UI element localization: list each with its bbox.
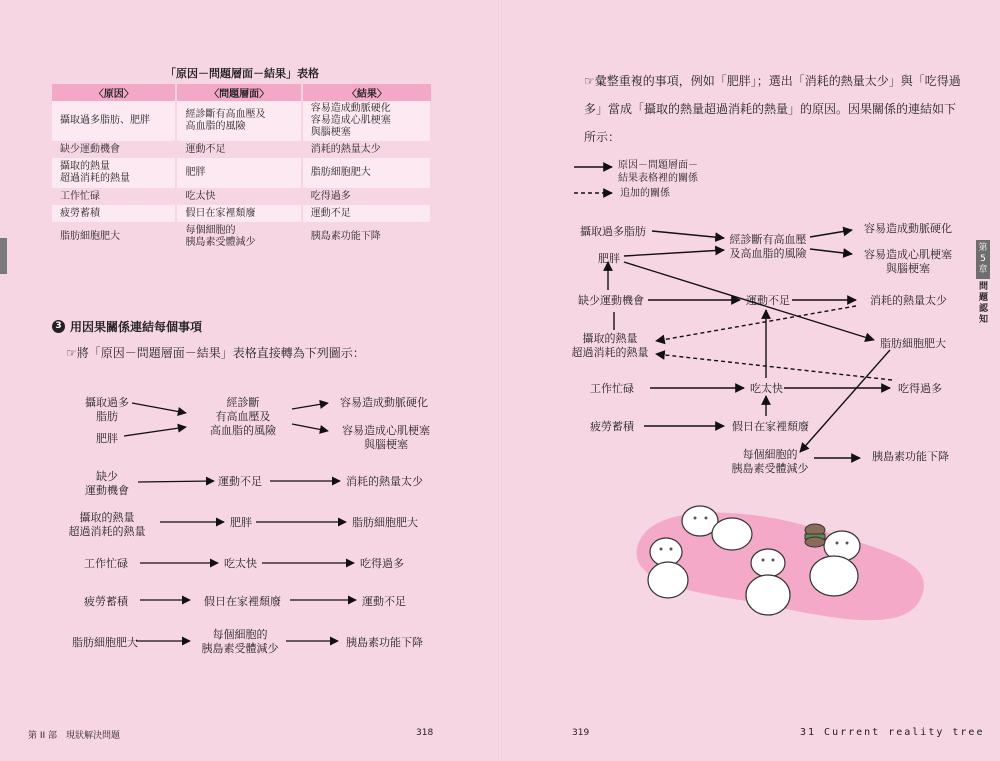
right-intro-text: ☞彙整重複的事項，例如「肥胖」；選出「消耗的熱量太少」與「吃得過多」當成「攝取的熱量超過消耗的熱量」的原因。因果關係的連結如下所示： [584, 74, 961, 144]
legend-arrows [574, 167, 612, 193]
footer-chapter-title: 31 Current reality tree [800, 727, 985, 738]
cell-result: 運動不足 [302, 205, 431, 222]
left-diagram-arrows [124, 403, 356, 641]
rnode-insulin-decline: 胰島素功能下降 [872, 450, 949, 463]
node-arteriosclerosis: 容易造成動脈硬化 [340, 396, 428, 409]
legend-solid-label: 原因－問題層面－ 結果表格裡的關係 [618, 160, 698, 184]
cell-result: 脂肪細胞肥大 [302, 158, 431, 188]
right-diagram-dashed-arrows [656, 306, 892, 380]
table-title: 「原因－問題層面－結果」表格 [165, 67, 319, 80]
left-intro-text: ☞將「原因－問題層面－結果」表格直接轉為下列圖示： [66, 346, 365, 360]
cell-cause: 攝取過多脂肪、肥胖 [52, 101, 176, 141]
cell-result: 胰島素功能下降 [302, 222, 431, 252]
node-eat-fast: 吃太快 [224, 557, 257, 570]
node-insulin-receptor: 每個細胞的 胰島素受體減少 [201, 628, 279, 655]
legend-dashed-label: 追加的關係 [620, 188, 670, 199]
rnode-lack-exercise: 運動不足 [746, 294, 790, 307]
cell-result: 吃得過多 [302, 188, 431, 205]
node-fat-cell: 脂肪細胞肥大 [352, 516, 418, 529]
arrow [810, 230, 852, 237]
rnode-calorie-surplus: 攝取的熱量 超過消耗的熱量 [571, 332, 649, 359]
node-calorie-surplus: 攝取的熱量 超過消耗的熱量 [68, 511, 146, 538]
node-overeat: 吃得過多 [360, 557, 404, 570]
rnode-insulin-receptor: 每個細胞的 胰島素受體減少 [731, 448, 809, 475]
dashed-arrow [656, 306, 856, 341]
arrow [132, 403, 186, 413]
node-busy-work: 工作忙碌 [84, 557, 128, 570]
node-lazy-holiday: 假日在家裡頹廢 [204, 595, 281, 608]
node-insulin-decline: 胰島素功能下降 [346, 636, 423, 649]
rnode-hypertension-risk: 經診斷有高血壓 及高血脂的風險 [729, 233, 807, 260]
rnode-obesity: 肥胖 [598, 252, 620, 265]
node-lack-exercise-2: 運動不足 [362, 595, 406, 608]
node-infarction: 容易造成心肌梗塞 與腦梗塞 [342, 424, 430, 451]
node-low-burn: 消耗的熱量太少 [346, 475, 423, 488]
arrow [292, 424, 328, 431]
rnode-busy-work: 工作忙碌 [590, 382, 634, 395]
chapter-subtitle: 問題認知 [979, 282, 989, 325]
header-cause: 〈原因〉 [52, 84, 176, 101]
figure-body [810, 556, 858, 596]
cell-cause: 脂肪細胞肥大 [52, 222, 176, 252]
header-result: 〈結果〉 [302, 84, 431, 101]
right-diagram-arrows [608, 230, 890, 458]
cell-problem: 運動不足 [176, 141, 301, 158]
node-lack-exercise: 運動不足 [218, 475, 262, 488]
rnode-low-burn: 消耗的熱量太少 [870, 294, 947, 307]
arrow [138, 481, 214, 482]
rnode-overeat: 吃得過多 [898, 382, 942, 395]
node-hypertension-risk: 經診斷 有高血壓及 高血脂的風險 [210, 396, 276, 437]
footer-part-title: 第 II 部 現狀解決問題 [28, 731, 121, 741]
node-obesity-2: 肥胖 [230, 516, 252, 529]
figure-head [751, 549, 785, 577]
section-number-badge: 3 [52, 320, 65, 333]
arrow [652, 231, 724, 238]
section-title: 用因果關係連結每個事項 [70, 320, 203, 334]
node-fatigue: 疲勞蓄積 [84, 595, 128, 608]
rnode-eat-fast: 吃太快 [750, 382, 783, 395]
header-problem: 〈問題層面〉 [176, 84, 301, 101]
rnode-excess-fat: 攝取過多脂肪 [580, 225, 646, 238]
cell-result: 容易造成動脈硬化 容易造成心肌梗塞 與腦梗塞 [302, 101, 431, 141]
rnode-fat-cell: 脂肪細胞肥大 [880, 337, 946, 350]
cell-cause: 缺少運動機會 [52, 141, 176, 158]
rnode-infarction: 容易造成心肌梗塞 與腦梗塞 [864, 248, 952, 275]
cell-cause: 疲勞蓄積 [52, 205, 176, 222]
dashed-arrow [656, 354, 892, 380]
node-obesity: 肥胖 [96, 432, 118, 445]
node-excess-fat: 攝取過多 脂肪 [85, 396, 129, 423]
page-number-left: 318 [416, 728, 434, 738]
arrow [624, 250, 724, 256]
arrow [800, 350, 890, 452]
rnode-lazy-holiday: 假日在家裡頹廢 [732, 420, 809, 433]
cell-problem: 假日在家裡頹廢 [176, 205, 301, 222]
cell-result: 消耗的熱量太少 [302, 141, 431, 158]
rnode-fatigue: 疲勞蓄積 [590, 420, 634, 433]
figure-body [648, 562, 688, 598]
cell-cause: 工作忙碌 [52, 188, 176, 205]
arrow [124, 427, 186, 436]
cartoon-illustration [636, 506, 923, 620]
arrow [292, 403, 328, 409]
node-no-exercise-chance: 缺少 運動機會 [85, 470, 129, 497]
rnode-no-exercise-chance: 缺少運動機會 [578, 294, 644, 307]
cell-problem: 肥胖 [176, 158, 301, 188]
cell-problem: 每個細胞的 胰島素受體減少 [176, 222, 301, 252]
rnode-arteriosclerosis: 容易造成動脈硬化 [864, 222, 952, 235]
arrow [810, 249, 852, 254]
figure-body [746, 575, 790, 615]
page-number-right: 319 [572, 728, 590, 738]
chapter-tab: 第 5 章 [976, 240, 990, 279]
cell-cause: 攝取的熱量 超過消耗的熱量 [52, 158, 176, 188]
cell-problem: 吃太快 [176, 188, 301, 205]
hamburger-icon [805, 524, 825, 547]
figure-body [712, 518, 752, 550]
node-fat-cell-2: 脂肪細胞肥大 [72, 636, 138, 649]
arrow [624, 262, 874, 340]
cell-problem: 經診斷有高血壓及 高血脂的風險 [176, 101, 301, 141]
